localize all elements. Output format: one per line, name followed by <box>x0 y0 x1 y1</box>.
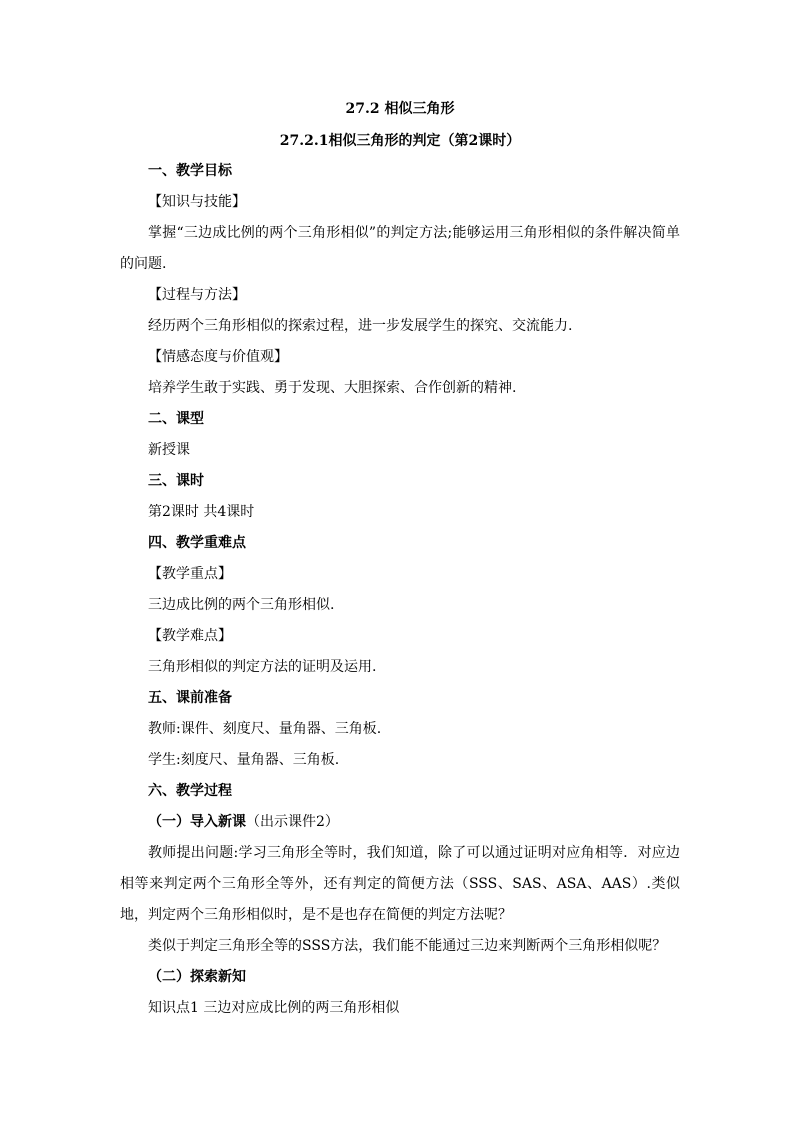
section-heading: 五、课前准备 <box>148 690 232 706</box>
doc-title: 27.2 相似三角形 <box>345 101 455 117</box>
section-heading: 六、教学过程 <box>148 783 232 799</box>
bracket-heading: 【知识与技能】 <box>148 194 246 210</box>
paragraph: 教师提出问题:学习三角形全等时，我们知道，除了可以通过证明对应角相等．对应边相等来判定两个三角形全等外，还有判定的简便方法（SSS、SAS、ASA、AAS）.类似地，判定两个三角形相似时，是不是也存在简便的判定方法呢？ <box>120 845 680 923</box>
paragraph: 掌握“三边成比例的两个三角形相似”的判定方法;能够运用三角形相似的条件解决简单的问题. <box>120 225 680 272</box>
subsection-label: （一）导入新课 <box>148 814 246 830</box>
paragraph: 三角形相似的判定方法的证明及运用. <box>148 659 377 675</box>
section-heading: 二、课型 <box>148 411 204 427</box>
paragraph: 新授课 <box>148 442 190 458</box>
paragraph: 三边成比例的两个三角形相似. <box>148 597 335 613</box>
bracket-heading: 【过程与方法】 <box>148 287 246 303</box>
paragraph: 经历两个三角形相似的探索过程，进一步发展学生的探究、交流能力. <box>148 318 573 334</box>
doc-subtitle: 27.2.1相似三角形的判定（第2课时） <box>279 133 521 149</box>
subsection-heading: （二）探索新知 <box>148 969 246 985</box>
paragraph: 学生:刻度尺、量角器、三角板. <box>148 752 340 768</box>
bracket-heading: 【教学重点】 <box>148 566 232 582</box>
subsection-heading <box>148 807 680 838</box>
paragraph: 教师:课件、刻度尺、量角器、三角板. <box>148 721 382 737</box>
section-heading: 四、教学重难点 <box>148 535 246 551</box>
section-heading: 一、教学目标 <box>148 163 232 179</box>
paragraph: 第2课时 共4课时 <box>148 504 255 520</box>
document-page <box>120 96 680 1024</box>
paragraph: 类似于判定三角形全等的SSS方法，我们能不能通过三边来判断两个三角形相似呢？ <box>148 938 667 954</box>
subsection-note: （出示课件2） <box>246 814 339 830</box>
paragraph: 培养学生敢于实践、勇于发现、大胆探索、合作创新的精神. <box>148 380 517 396</box>
bracket-heading: 【情感态度与价值观】 <box>148 349 288 365</box>
paragraph: 知识点1 三边对应成比例的两三角形相似 <box>148 1000 400 1016</box>
bracket-heading: 【教学难点】 <box>148 628 232 644</box>
section-heading: 三、课时 <box>148 473 204 489</box>
